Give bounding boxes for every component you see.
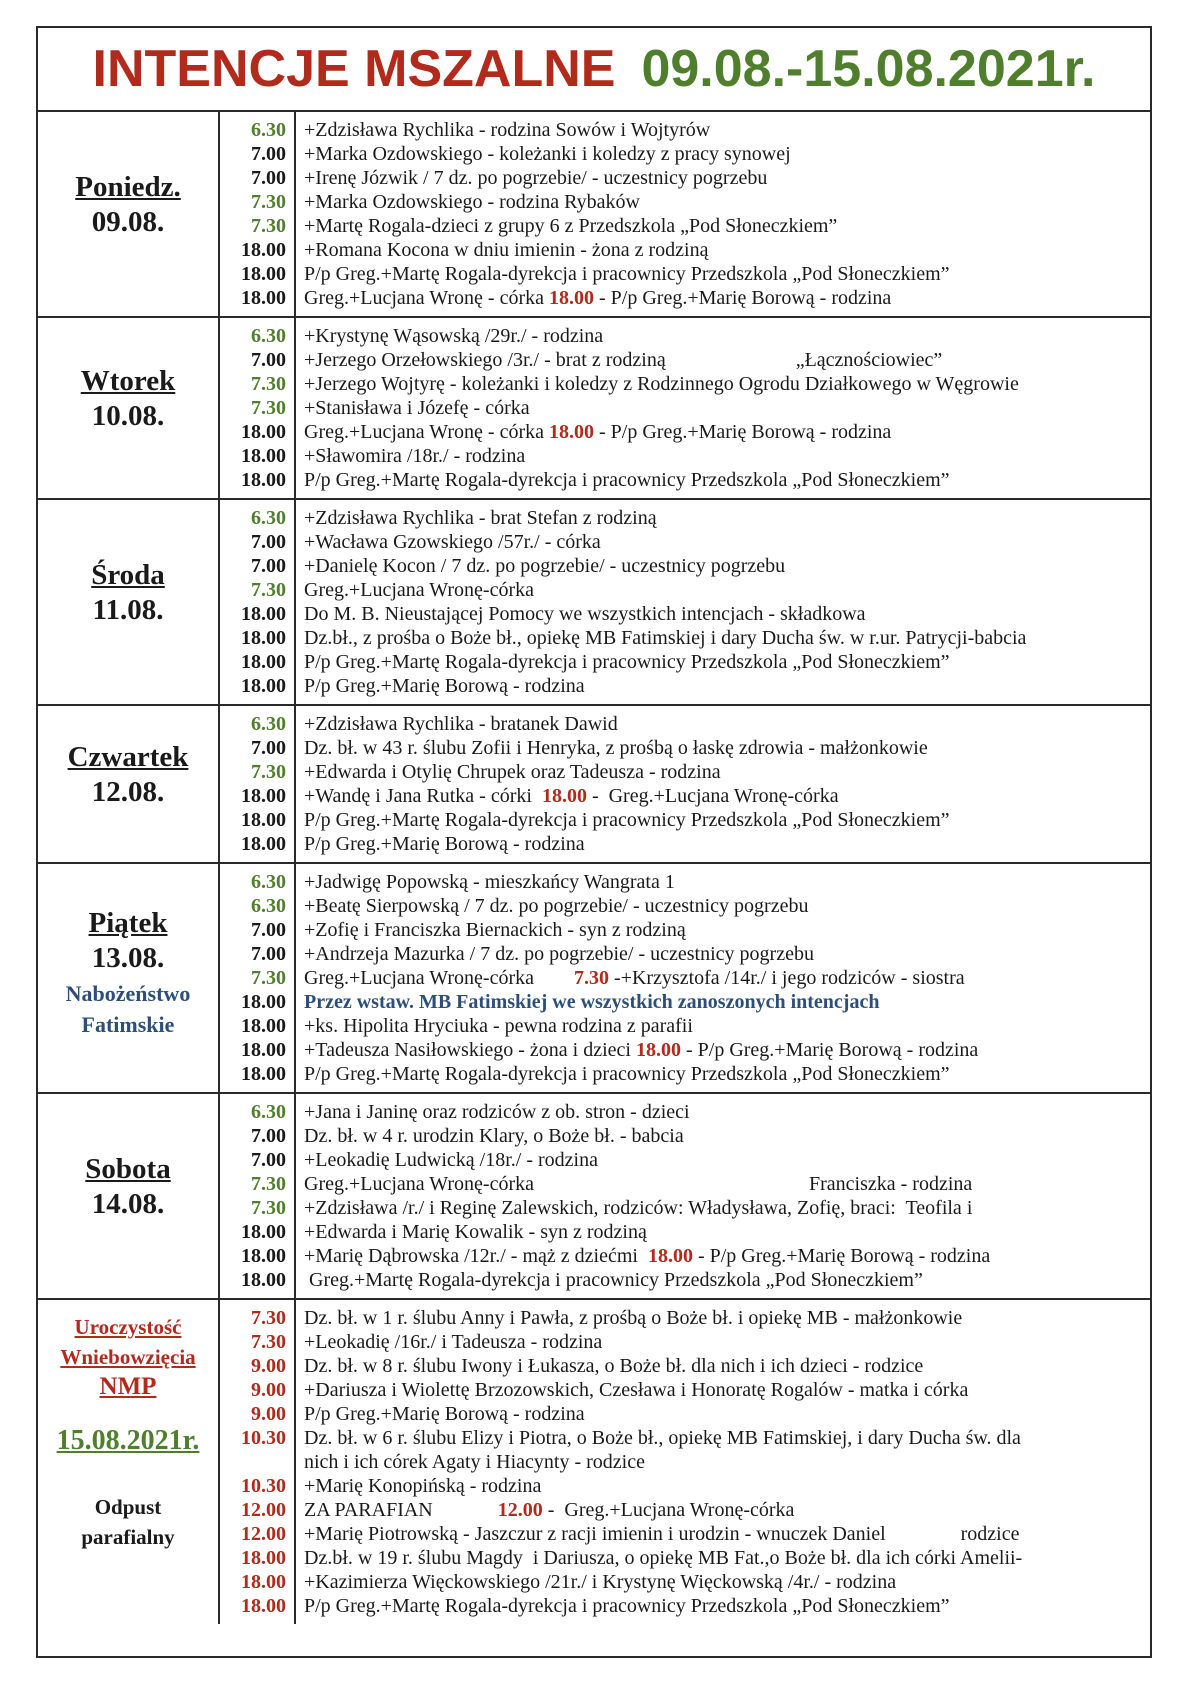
- extra-mass-time: 7.30: [574, 967, 609, 989]
- day-block: [38, 864, 1150, 1094]
- intention-line: [304, 1268, 1142, 1292]
- intention-line: [304, 1474, 1142, 1498]
- intention-text: - P/p Greg.+Marię Borową - rodzina: [692, 1245, 991, 1267]
- day-block: [38, 500, 1150, 706]
- mass-time: 9.00: [251, 1355, 286, 1377]
- intention-line: [304, 1148, 1142, 1172]
- intention-text: -+Krzysztofa /14r./ i jego rodziców - siostra: [609, 967, 965, 989]
- intention-text: +Edwarda i Otylię Chrupek oraz Tadeusza - rodzina: [304, 761, 721, 783]
- mass-time: 7.30: [251, 215, 286, 237]
- intention-text: +Leokadię Ludwicką /18r./ - rodzina: [304, 1149, 598, 1171]
- intention-line: [304, 142, 1142, 166]
- day-note: Odpust: [94, 1495, 162, 1519]
- intention-text: +Zdzisława /r./ i Reginę Zalewskich, rodziców: Władysława, Zofię, braci: Teofila i: [304, 1197, 973, 1219]
- mass-time: 7.00: [251, 737, 286, 759]
- mass-time: 7.30: [251, 191, 286, 213]
- mass-time: 18.00: [241, 785, 286, 807]
- day-note: Nabożeństwo: [65, 981, 191, 1006]
- mass-time: 18.00: [241, 1063, 286, 1085]
- day-date: 12.08.: [91, 776, 165, 808]
- intention-line: [304, 1378, 1142, 1402]
- mass-time: 18.00: [241, 239, 286, 261]
- intention-line: [304, 1330, 1142, 1354]
- intention-line: [304, 712, 1142, 736]
- feast-name: NMP: [99, 1373, 157, 1400]
- days-table: [38, 112, 1150, 1624]
- intention-text: Greg.+Lucjana Wronę-córka: [304, 579, 534, 601]
- intention-text: P/p Greg.+Marię Borową - rodzina: [304, 675, 585, 697]
- time-column: [220, 1094, 296, 1298]
- day-block: [38, 112, 1150, 318]
- intention-text: Dz. bł. w 43 r. ślubu Zofii i Henryka, z prośbą o łaskę zdrowia - małżonkowie: [304, 737, 928, 759]
- time-column: [220, 318, 296, 498]
- time-column: [220, 500, 296, 704]
- mass-time: 7.30: [251, 1307, 286, 1329]
- day-name: Środa: [91, 559, 165, 591]
- intention-line: [304, 808, 1142, 832]
- intention-text: Greg.+Lucjana Wronę-córka: [304, 967, 574, 989]
- mass-time: 12.00: [241, 1499, 286, 1521]
- day-block: [38, 318, 1150, 500]
- intention-text: Greg.+Martę Rogala-dyrekcja i pracownicy Przedszkola „Pod Słoneczkiem”: [304, 1269, 923, 1291]
- mass-time: 6.30: [251, 871, 286, 893]
- day-label-cell: [38, 1300, 220, 1624]
- intention-line: [304, 1522, 1142, 1546]
- day-date: 13.08.: [91, 942, 165, 974]
- intention-text: Dz.bł., z prośba o Boże bł., opiekę MB Fatimskiej i dary Ducha św. w r.ur. Patrycji-babcia: [304, 627, 1027, 649]
- intention-line: [304, 506, 1142, 530]
- intention-text: - Greg.+Lucjana Wronę-córka: [542, 1499, 795, 1521]
- day-block: [38, 706, 1150, 864]
- mass-time: 18.00: [241, 603, 286, 625]
- intention-line: [304, 870, 1142, 894]
- feast-name: Wniebowzięcia: [60, 1345, 196, 1369]
- intention-text: +ks. Hipolita Hryciuka - pewna rodzina z parafii: [304, 1015, 693, 1037]
- day-block: [38, 1300, 1150, 1624]
- mass-time: 7.30: [251, 967, 286, 989]
- intention-text: +Krystynę Wąsowską /29r./ - rodzina: [304, 325, 604, 347]
- day-name: Piątek: [88, 907, 168, 939]
- intention-line: [304, 348, 1142, 372]
- intention-text: +Danielę Kocon / 7 dz. po pogrzebie/ - uczestnicy pogrzebu: [304, 555, 786, 577]
- intention-text: +Tadeusza Nasiłowskiego - żona i dzieci: [304, 1039, 636, 1061]
- intentions-column: [296, 112, 1150, 316]
- mass-time: 18.00: [241, 833, 286, 855]
- mass-time: 7.30: [251, 761, 286, 783]
- intention-line: [304, 118, 1142, 142]
- mass-time: 6.30: [251, 1101, 286, 1123]
- intention-text: +Stanisława i Józefę - córka: [304, 397, 530, 419]
- time-column: [220, 706, 296, 862]
- intention-text: +Jana i Janinę oraz rodziców z ob. stron - dzieci: [304, 1101, 690, 1123]
- intention-text: +Jerzego Wojtyrę - koleżanki i koledzy z Rodzinnego Ogrodu Działkowego w Węgrowie: [304, 373, 1019, 395]
- intention-line: [304, 1196, 1142, 1220]
- intention-text: Greg.+Lucjana Wronę - córka: [304, 287, 549, 309]
- intention-text: +Wandę i Jana Rutka - córki: [304, 785, 542, 807]
- mass-time: 7.00: [251, 143, 286, 165]
- mass-time: 18.00: [241, 1547, 286, 1569]
- extra-mass-time: 18.00: [541, 785, 587, 807]
- intention-line: [304, 1038, 1142, 1062]
- intention-text: P/p Greg.+Martę Rogala-dyrekcja i pracownicy Przedszkola „Pod Słoneczkiem”: [304, 651, 950, 673]
- extra-mass-time: 12.00: [497, 1499, 543, 1521]
- intention-line: [304, 530, 1142, 554]
- intention-text: +Marię Piotrowską - Jaszczur z racji imienin i urodzin - wnuczek Daniel rodzice: [304, 1523, 1020, 1545]
- intention-text: +Marię Dąbrowska /12r./ - mąż z dziećmi: [304, 1245, 648, 1267]
- intention-text: Greg.+Lucjana Wronę-córka Franciszka - rodzina: [304, 1173, 973, 1195]
- day-name: Wtorek: [80, 365, 176, 397]
- intention-line: [304, 286, 1142, 310]
- intention-text: Dz. bł. w 8 r. ślubu Iwony i Łukasza, o Boże bł. dla nich i ich dzieci - rodzice: [304, 1355, 924, 1377]
- intention-line: [304, 468, 1142, 492]
- mass-time: 7.30: [251, 579, 286, 601]
- day-label-cell: [38, 318, 220, 498]
- intention-text: P/p Greg.+Martę Rogala-dyrekcja i pracownicy Przedszkola „Pod Słoneczkiem”: [304, 1595, 950, 1617]
- intention-text: Dz.bł. w 19 r. ślubu Magdy i Dariusza, o opiekę MB Fat.,o Boże bł. dla ich córki Amelii-: [304, 1547, 1023, 1569]
- intention-line: [304, 760, 1142, 784]
- mass-time: 7.30: [251, 1331, 286, 1353]
- mass-time: 6.30: [251, 119, 286, 141]
- day-name: Sobota: [85, 1153, 171, 1185]
- day-date: 14.08.: [91, 1188, 165, 1220]
- intentions-column: [296, 500, 1150, 704]
- intention-text: +Marię Konopińską - rodzina: [304, 1475, 542, 1497]
- day-name: Czwartek: [67, 741, 189, 773]
- mass-time: 18.00: [241, 1595, 286, 1617]
- intention-text: +Wacława Gzowskiego /57r./ - córka: [304, 531, 601, 553]
- day-block: [38, 1094, 1150, 1300]
- mass-time: 7.30: [251, 1173, 286, 1195]
- mass-time: 7.00: [251, 1125, 286, 1147]
- intention-text: Przez wstaw. MB Fatimskiej we wszystkich zanoszonych intencjach: [304, 991, 880, 1013]
- intention-line: [304, 444, 1142, 468]
- intention-text: P/p Greg.+Martę Rogala-dyrekcja i pracownicy Przedszkola „Pod Słoneczkiem”: [304, 263, 950, 285]
- mass-time: 18.00: [241, 991, 286, 1013]
- intention-text: +Zdzisława Rychlika - bratanek Dawid: [304, 713, 618, 735]
- intention-text: +Martę Rogala-dzieci z grupy 6 z Przedszkola „Pod Słoneczkiem”: [304, 215, 838, 237]
- mass-time: [220, 1450, 294, 1474]
- intention-line: [304, 942, 1142, 966]
- mass-time: 18.00: [241, 1015, 286, 1037]
- intention-text: +Irenę Józwik / 7 dz. po pogrzebie/ - uczestnicy pogrzebu: [304, 167, 768, 189]
- intention-line: [304, 1426, 1142, 1450]
- schedule-sheet: [36, 26, 1152, 1658]
- intention-text: +Jadwigę Popowską - mieszkańcy Wangrata 1: [304, 871, 675, 893]
- day-date: 10.08.: [91, 400, 165, 432]
- mass-time: 18.00: [241, 1571, 286, 1593]
- intention-line: [304, 1306, 1142, 1330]
- mass-time: 18.00: [241, 675, 286, 697]
- intention-line: [304, 784, 1142, 808]
- extra-mass-time: 18.00: [549, 287, 594, 309]
- intention-line: [304, 238, 1142, 262]
- intention-text: - P/p Greg.+Marię Borową - rodzina: [680, 1039, 979, 1061]
- mass-time: 18.00: [241, 1245, 286, 1267]
- intentions-column: [296, 864, 1150, 1092]
- mass-time: 18.00: [241, 469, 286, 491]
- intention-text: +Dariusza i Wiolettę Brzozowskich, Czesława i Honoratę Rogalów - matka i córka: [304, 1379, 969, 1401]
- intention-line: [304, 1244, 1142, 1268]
- intention-line: [304, 1354, 1142, 1378]
- intention-line: [304, 372, 1142, 396]
- mass-time: 18.00: [241, 1039, 286, 1061]
- feast-name: Uroczystość: [74, 1315, 182, 1339]
- mass-time: 7.00: [251, 349, 286, 371]
- mass-time: 18.00: [241, 627, 286, 649]
- day-date: 11.08.: [92, 594, 164, 626]
- mass-time: 18.00: [241, 1269, 286, 1291]
- mass-time: 6.30: [251, 507, 286, 529]
- time-column: [220, 1300, 296, 1624]
- intentions-column: [296, 318, 1150, 498]
- intention-line: [304, 832, 1142, 856]
- mass-time: 7.00: [251, 167, 286, 189]
- extra-mass-time: 18.00: [549, 421, 594, 443]
- day-name: Poniedz.: [75, 171, 181, 203]
- intention-line: [304, 736, 1142, 760]
- intention-line: [304, 1402, 1142, 1426]
- mass-time: 6.30: [251, 895, 286, 917]
- intention-line: [304, 674, 1142, 698]
- mass-time: 18.00: [241, 651, 286, 673]
- intention-text: Do M. B. Nieustającej Pomocy we wszystkich intencjach - składkowa: [304, 603, 866, 625]
- intention-line: [304, 1450, 1142, 1474]
- day-note: parafialny: [81, 1525, 175, 1549]
- intention-line: [304, 578, 1142, 602]
- intention-text: - Greg.+Lucjana Wronę-córka: [586, 785, 839, 807]
- intention-line: [304, 602, 1142, 626]
- intention-line: [304, 1498, 1142, 1522]
- intention-text: Dz. bł. w 4 r. urodzin Klary, o Boże bł. - babcia: [304, 1125, 684, 1147]
- intention-line: [304, 262, 1142, 286]
- intention-text: +Marka Ozdowskiego - rodzina Rybaków: [304, 191, 640, 213]
- mass-time: 7.30: [251, 373, 286, 395]
- intention-line: [304, 1172, 1142, 1196]
- intention-line: [304, 1062, 1142, 1086]
- day-note: Fatimskie: [81, 1012, 175, 1037]
- intention-text: Dz. bł. w 6 r. ślubu Elizy i Piotra, o Boże bł., opiekę MB Fatimskiej, i dary Ducha św. dla: [304, 1427, 1021, 1449]
- intention-line: [304, 190, 1142, 214]
- intention-text: +Leokadię /16r./ i Tadeusza - rodzina: [304, 1331, 603, 1353]
- mass-time: 10.30: [241, 1427, 286, 1449]
- intention-line: [304, 1100, 1142, 1124]
- intention-line: [304, 966, 1142, 990]
- day-label-cell: [38, 1094, 220, 1298]
- intention-text: P/p Greg.+Martę Rogala-dyrekcja i pracownicy Przedszkola „Pod Słoneczkiem”: [304, 809, 950, 831]
- mass-time: 7.30: [251, 397, 286, 419]
- intention-text: +Zofię i Franciszka Biernackich - syn z rodziną: [304, 919, 686, 941]
- intention-text: ZA PARAFIAN: [304, 1499, 498, 1521]
- intention-line: [304, 990, 1142, 1014]
- intention-line: [304, 396, 1142, 420]
- mass-time: 12.00: [241, 1523, 286, 1545]
- mass-time: 6.30: [251, 713, 286, 735]
- intention-line: [304, 626, 1142, 650]
- day-label-cell: [38, 864, 220, 1092]
- intention-line: [304, 894, 1142, 918]
- intention-line: [304, 1124, 1142, 1148]
- intention-text: P/p Greg.+Marię Borową - rodzina: [304, 833, 585, 855]
- intention-line: [304, 918, 1142, 942]
- day-date: 09.08.: [91, 206, 165, 238]
- mass-time: 18.00: [241, 445, 286, 467]
- mass-time: 6.30: [251, 325, 286, 347]
- mass-time: 7.00: [251, 531, 286, 553]
- intention-line: [304, 1220, 1142, 1244]
- mass-time: 18.00: [241, 287, 286, 309]
- intention-line: [304, 1570, 1142, 1594]
- mass-time: 7.00: [251, 555, 286, 577]
- intention-text: P/p Greg.+Martę Rogala-dyrekcja i pracownicy Przedszkola „Pod Słoneczkiem”: [304, 1063, 950, 1085]
- intention-line: [304, 554, 1142, 578]
- intention-text: +Zdzisława Rychlika - rodzina Sowów i Wojtyrów: [304, 119, 711, 141]
- intention-text: +Marka Ozdowskiego - koleżanki i koledzy z pracy synowej: [304, 143, 791, 165]
- mass-time: 7.00: [251, 919, 286, 941]
- intention-text: +Kazimierza Więckowskiego /21r./ i Krystynę Więckowską /4r./ - rodzina: [304, 1571, 897, 1593]
- intention-text: +Andrzeja Mazurka / 7 dz. po pogrzebie/ - uczestnicy pogrzebu: [304, 943, 814, 965]
- mass-time: 10.30: [241, 1475, 286, 1497]
- intention-text: Dz. bł. w 1 r. ślubu Anny i Pawła, z prośbą o Boże bł. i opiekę MB - małżonkowie: [304, 1307, 963, 1329]
- week-range: 09.08.-15.08.2021r.: [641, 40, 1096, 98]
- intention-text: +Jerzego Orzełowskiego /3r./ - brat z rodziną „Łącznościowiec”: [304, 349, 943, 371]
- intention-line: [304, 214, 1142, 238]
- day-label-cell: [38, 500, 220, 704]
- intention-text: +Romana Kocona w dniu imienin - żona z rodziną: [304, 239, 709, 261]
- intention-line: [304, 324, 1142, 348]
- day-date: 15.08.2021r.: [56, 1425, 200, 1456]
- mass-time: 18.00: [241, 421, 286, 443]
- time-column: [220, 112, 296, 316]
- intention-line: [304, 420, 1142, 444]
- intention-line: [304, 1594, 1142, 1618]
- intention-line: [304, 166, 1142, 190]
- intention-text: nich i ich córek Agaty i Hiacynty - rodzice: [304, 1451, 645, 1473]
- mass-time: 9.00: [251, 1379, 286, 1401]
- extra-mass-time: 18.00: [647, 1245, 693, 1267]
- intention-text: P/p Greg.+Martę Rogala-dyrekcja i pracownicy Przedszkola „Pod Słoneczkiem”: [304, 469, 950, 491]
- time-column: [220, 864, 296, 1092]
- extra-mass-time: 18.00: [635, 1039, 681, 1061]
- intention-text: +Zdzisława Rychlika - brat Stefan z rodziną: [304, 507, 657, 529]
- intentions-column: [296, 706, 1150, 862]
- mass-time: 7.00: [251, 943, 286, 965]
- mass-time: 9.00: [251, 1403, 286, 1425]
- intention-text: +Beatę Sierpowską / 7 dz. po pogrzebie/ - uczestnicy pogrzebu: [304, 895, 809, 917]
- intention-text: +Edwarda i Marię Kowalik - syn z rodziną: [304, 1221, 647, 1243]
- intention-line: [304, 1014, 1142, 1038]
- intention-text: - P/p Greg.+Marię Borową - rodzina: [594, 287, 892, 309]
- intention-line: [304, 1546, 1142, 1570]
- mass-time: 7.30: [251, 1197, 286, 1219]
- mass-time: 18.00: [241, 809, 286, 831]
- intention-text: - P/p Greg.+Marię Borową - rodzina: [594, 421, 892, 443]
- page-header: [38, 28, 1150, 112]
- page-title: INTENCJE MSZALNE: [92, 40, 616, 98]
- mass-time: 18.00: [241, 1221, 286, 1243]
- intention-text: P/p Greg.+Marię Borową - rodzina: [304, 1403, 585, 1425]
- intention-text: Greg.+Lucjana Wronę - córka: [304, 421, 549, 443]
- intention-line: [304, 650, 1142, 674]
- day-label-cell: [38, 706, 220, 862]
- intention-text: +Sławomira /18r./ - rodzina: [304, 445, 526, 467]
- intentions-column: [296, 1094, 1150, 1298]
- intentions-column: [296, 1300, 1150, 1624]
- mass-time: 7.00: [251, 1149, 286, 1171]
- mass-time: 18.00: [241, 263, 286, 285]
- day-label-cell: [38, 112, 220, 316]
